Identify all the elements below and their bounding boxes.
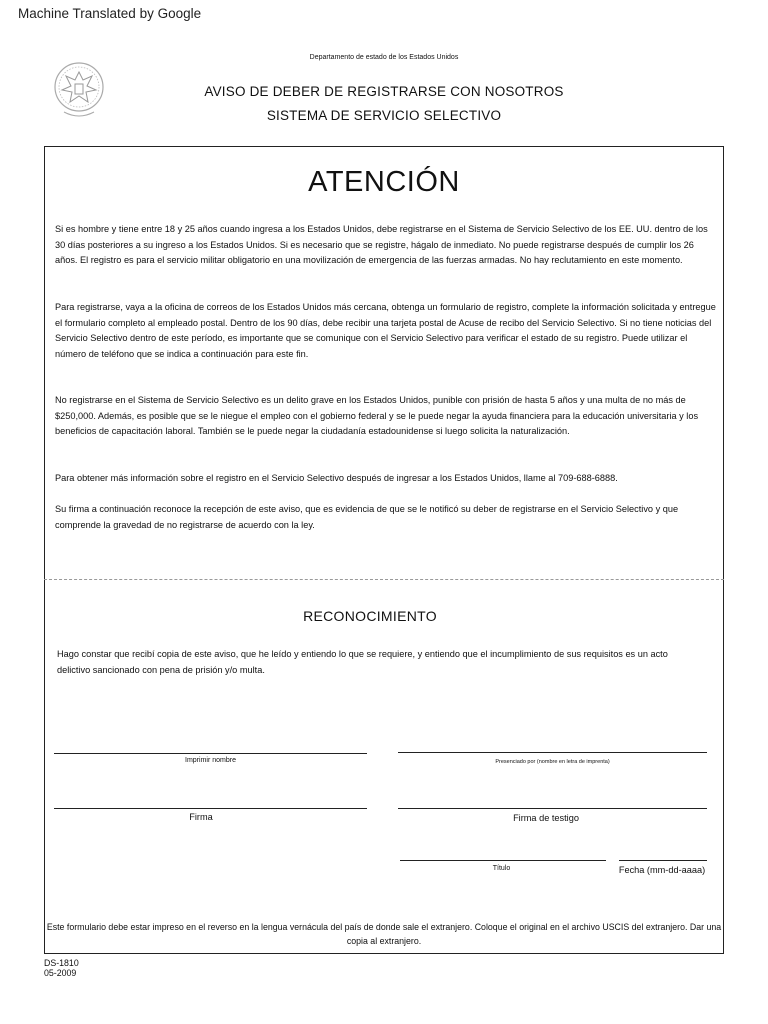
attention-title: ATENCIÓN <box>308 166 460 198</box>
paragraph-registration-duty: Si es hombre y tiene entre 18 y 25 años cuando ingresa a los Estados Unidos, debe registrarse en el Sistema de Servicio Selectivo de los EE. UU. dentro de los 30 días posteriores a su ingreso a los Estados Unidos. Si es necesario que se registre, hágalo de inmediato. No puede registrarse después de cumplir los 26 años. El registro es para el servicio militar obligatorio en una movilización de emergencia de las fuerzas armadas. No hay reclutamiento en este momento. <box>55 224 708 265</box>
witnessed-by-label: Presenciado por (nombre en letra de imprenta) <box>495 759 610 765</box>
witness-signature-label: Firma de testigo <box>513 813 579 823</box>
system-heading: SISTEMA DE SERVICIO SELECTIVO <box>266 108 502 123</box>
print-name-label: Imprimir nombre <box>185 757 236 764</box>
department-name: Departamento de estado de los Estados Unidos <box>309 54 459 61</box>
cut-line-divider <box>44 579 724 580</box>
signature-line[interactable] <box>54 808 367 809</box>
paragraph-signature-acknowledges: Su firma a continuación reconoce la recepción de este aviso, que es evidencia de que se le notificó su deber de registrarse en el Servicio Selectivo y que comprende la gravedad de no registrarse de acuerdo con la ley. <box>55 504 679 530</box>
witnessed-by-line[interactable] <box>398 752 707 753</box>
title-label: Título <box>492 865 511 872</box>
print-name-line[interactable] <box>54 753 367 754</box>
date-label: Fecha (mm-dd-aaaa) <box>618 865 706 875</box>
form-date: 05-2009 <box>44 968 77 978</box>
acknowledgment-title: RECONOCIMIENTO <box>303 608 437 624</box>
signature-label: Firma <box>189 812 213 822</box>
form-code: DS-1810 <box>44 958 79 968</box>
paragraph-more-info: Para obtener más información sobre el registro en el Servicio Selectivo después de ingresar a los Estados Unidos, llame al 709-688-6888. <box>55 473 618 483</box>
paragraph-how-to-register: Para registrarse, vaya a la oficina de correos de los Estados Unidos más cercana, obtenga un formulario de registro, complete la información solicitada y entregue el formulario completo al empleado postal. Dentro de los 90 días, debe recibir una tarjeta postal de Acuse de recibo del Servicio Selectivo. Si no tiene noticias del Servicio Selectivo dentro de este período, es importante que se comunique con el Servicio Selectivo para verificar el estado de su registro. Puede utilizar el número de teléfono que se indica a continuación para este fin. <box>55 302 716 359</box>
paragraph-penalties: No registrarse en el Sistema de Servicio Selectivo es un delito grave en los Estados Unidos, punible con prisión de hasta 5 años y una multa de no más de $250,000. Además, es posible que se le niegue el empleo con el gobierno federal y se le puede negar la ayuda financiera para la educación universitaria y los beneficios de capacitación laboral. También se le puede negar la ciudadanía estadounidense si luego solicita la naturalización. <box>55 395 699 436</box>
title-line[interactable] <box>400 860 606 861</box>
machine-translated-banner: Machine Translated by Google <box>18 6 202 21</box>
notice-heading: AVISO DE DEBER DE REGISTRARSE CON NOSOTROS <box>204 84 564 99</box>
footer-instructions: Este formulario debe estar impreso en el reverso en la lengua vernácula del país de donde sale el extranjero. Coloque el original en el archivo USCIS del extranjero. Dar una copia al extranjero. <box>46 922 722 946</box>
date-line[interactable] <box>619 860 707 861</box>
witness-signature-line[interactable] <box>398 808 707 809</box>
acknowledgment-text: Hago constar que recibí copia de este aviso, que he leído y entiendo lo que se requiere, y entiendo que el incumplimiento de sus requisitos es un acto delictivo sancionado con pena de prisión y/o multa. <box>57 649 668 675</box>
